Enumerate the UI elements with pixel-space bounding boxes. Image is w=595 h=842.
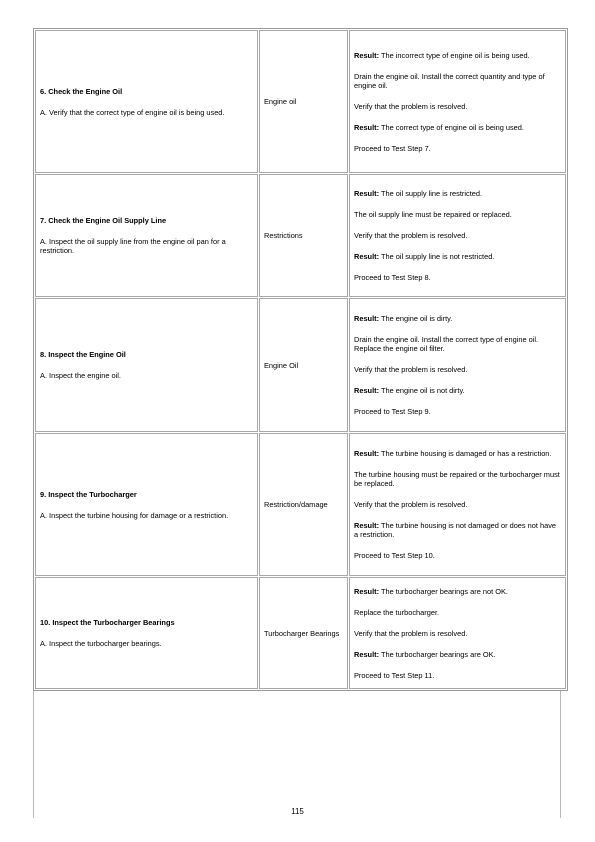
result-text: The incorrect type of engine oil is being used.	[379, 50, 530, 60]
result-text: The oil supply line is restricted.	[379, 189, 483, 198]
result-text: The oil supply line must be repaired or replaced.	[354, 210, 512, 219]
test-step-cell	[35, 433, 258, 576]
action-line	[354, 231, 562, 240]
action-line	[354, 407, 562, 416]
action-line	[354, 551, 562, 560]
result-text: Proceed to Test Step 7.	[354, 143, 431, 153]
result-line	[354, 252, 562, 261]
test-step-description: A. Inspect the turbocharger bearings.	[40, 639, 162, 648]
test-step-cell	[35, 298, 258, 432]
test-step-description: A. Verify that the correct type of engine oil is being used.	[40, 107, 225, 117]
test-steps-body	[35, 30, 566, 689]
result-text: Drain the engine oil. Install the correct quantity and type of engine oil.	[354, 71, 545, 90]
action-line	[354, 102, 562, 111]
result-line	[354, 51, 562, 60]
result-text: Proceed to Test Step 9.	[354, 407, 431, 416]
test-step-title: 6. Check the Engine Oil	[40, 86, 123, 96]
action-line	[354, 500, 562, 509]
test-steps-table	[33, 28, 568, 691]
result-line	[354, 587, 562, 596]
condition-cell: Engine oil	[259, 30, 348, 173]
condition-cell: Engine Oil	[259, 298, 348, 432]
result-label: Result:	[354, 586, 380, 596]
result-text: The turbine housing is damaged or has a restriction.	[379, 449, 552, 458]
result-line	[354, 650, 562, 659]
result-text: The oil supply line is not restricted.	[379, 252, 495, 261]
result-text: Proceed to Test Step 8.	[354, 273, 431, 282]
result-text: The turbocharger bearings are not OK.	[379, 586, 508, 596]
result-line	[354, 189, 562, 198]
results-cell	[349, 30, 566, 173]
result-label: Result:	[354, 50, 380, 60]
result-text: The turbine housing is not damaged or does not have a restriction.	[354, 521, 557, 539]
test-step-title: 10. Inspect the Turbocharger Bearings	[40, 618, 175, 627]
result-label: Result:	[354, 122, 380, 132]
test-step-row	[35, 577, 566, 689]
action-line	[354, 671, 562, 680]
result-text: The engine oil is not dirty.	[379, 386, 465, 395]
action-line	[354, 629, 562, 638]
test-step-cell	[35, 174, 258, 297]
result-text: Verify that the problem is resolved.	[354, 231, 468, 240]
condition-cell: Restriction/damage	[259, 433, 348, 576]
test-step-row	[35, 30, 566, 173]
result-label: Result:	[354, 314, 380, 323]
condition-cell: Restrictions	[259, 174, 348, 297]
test-step-title: 8. Inspect the Engine Oil	[40, 350, 126, 359]
result-line	[354, 123, 562, 132]
action-line	[354, 470, 562, 488]
result-text: The engine oil is dirty.	[379, 314, 453, 323]
result-text: Proceed to Test Step 10.	[354, 551, 435, 560]
test-step-row	[35, 298, 566, 432]
test-step-description: A. Inspect the engine oil.	[40, 371, 121, 380]
action-line	[354, 335, 562, 353]
result-line	[354, 521, 562, 539]
test-step-description: A. Inspect the turbine housing for damage or a restriction.	[40, 510, 229, 520]
result-text: Drain the engine oil. Install the correct type of engine oil. Replace the engine oil filter.	[354, 335, 539, 353]
results-cell	[349, 577, 566, 689]
results-cell	[349, 298, 566, 432]
results-cell	[349, 433, 566, 576]
test-step-row	[35, 174, 566, 297]
test-step-cell	[35, 30, 258, 173]
result-text: The correct type of engine oil is being used.	[379, 122, 524, 132]
action-line	[354, 72, 562, 90]
result-label: Result:	[354, 189, 380, 198]
test-step-cell	[35, 577, 258, 689]
result-label: Result:	[354, 252, 380, 261]
action-line	[354, 210, 562, 219]
result-text: Verify that the problem is resolved.	[354, 500, 468, 509]
page-number: 115	[291, 807, 304, 816]
action-line	[354, 273, 562, 282]
test-step-description: A. Inspect the oil supply line from the engine oil pan for a restriction.	[40, 237, 226, 255]
result-text: The turbocharger bearings are OK.	[379, 649, 496, 659]
action-line	[354, 608, 562, 617]
action-line	[354, 144, 562, 153]
result-text: Verify that the problem is resolved.	[354, 628, 468, 638]
test-step-title: 9. Inspect the Turbocharger	[40, 489, 137, 499]
test-step-title: 7. Check the Engine Oil Supply Line	[40, 216, 167, 225]
results-cell	[349, 174, 566, 297]
result-label: Result:	[354, 449, 380, 458]
result-line	[354, 449, 562, 458]
result-text: Replace the turbocharger.	[354, 607, 440, 617]
result-line	[354, 386, 562, 395]
result-label: Result:	[354, 649, 380, 659]
result-line	[354, 314, 562, 323]
condition-cell: Turbocharger Bearings	[259, 577, 348, 689]
action-line	[354, 365, 562, 374]
result-text: The turbine housing must be repaired or the turbocharger must be replaced.	[354, 470, 560, 488]
test-step-row	[35, 433, 566, 576]
result-text: Proceed to Test Step 11.	[354, 670, 435, 680]
result-label: Result:	[354, 386, 380, 395]
result-label: Result:	[354, 521, 380, 530]
result-text: Verify that the problem is resolved.	[354, 365, 468, 374]
result-text: Verify that the problem is resolved.	[354, 101, 468, 111]
